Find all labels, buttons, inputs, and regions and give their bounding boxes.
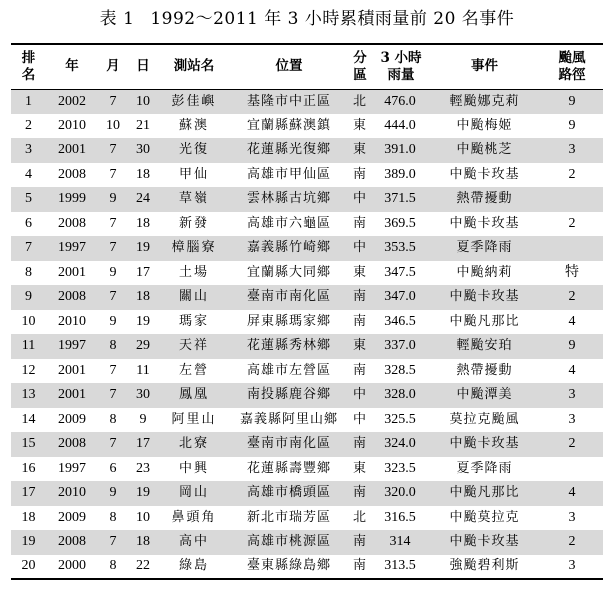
cell-event: 熱帶擾動 [456, 362, 513, 378]
cell-typhoon-track [541, 187, 603, 212]
cell-rainfall: 391.0 [372, 138, 428, 163]
cell-event: 輕颱娜克莉 [428, 89, 541, 114]
cell-station: 關山 [158, 285, 230, 310]
cell-station: 中興 [178, 460, 209, 476]
cell-rank: 13 [11, 383, 46, 408]
cell-day: 17 [136, 264, 150, 280]
table-caption [0, 6, 614, 32]
cell-rank: 17 [11, 481, 46, 506]
cell-month: 9 [109, 264, 117, 280]
cell-rank: 16 [21, 460, 36, 476]
cell-rank: 15 [11, 432, 46, 457]
cell-event: 中颱潭美 [428, 383, 541, 408]
cell-location: 新北市瑞芳區 [246, 509, 331, 525]
cell-day: 9 [139, 411, 147, 427]
cell-location: 花蓮縣秀林鄉 [230, 334, 348, 359]
cell-day: 19 [136, 313, 150, 329]
cell-event: 中颱凡那比 [449, 313, 520, 329]
table-row [11, 114, 603, 139]
cell-rank: 7 [11, 236, 46, 261]
cell-event: 中颱莫拉克 [449, 509, 520, 525]
cell-rank: 6 [25, 215, 32, 231]
cell-rank: 2 [25, 117, 32, 133]
cell-year: 2001 [58, 264, 86, 280]
cell-event: 中颱卡玫基 [428, 432, 541, 457]
cell-rank: 8 [25, 264, 32, 280]
cell-year: 2002 [46, 89, 98, 114]
table-row [11, 506, 603, 531]
cell-region: 東 [348, 334, 372, 359]
cell-region: 南 [348, 432, 372, 457]
table-row [11, 432, 603, 457]
cell-region: 中 [348, 187, 372, 212]
cell-location: 臺南市南化區 [230, 285, 348, 310]
cell-station: 光復 [158, 138, 230, 163]
cell-rainfall: 353.5 [372, 236, 428, 261]
table-row [11, 408, 603, 433]
table-row [11, 138, 603, 163]
cell-station: 左營 [178, 362, 209, 378]
cell-location: 嘉義縣阿里山鄉 [239, 411, 338, 427]
cell-rainfall: 347.0 [372, 285, 428, 310]
cell-month: 8 [98, 555, 128, 580]
cell-year: 2000 [46, 555, 98, 580]
cell-month: 7 [98, 432, 128, 457]
cell-month: 6 [109, 460, 117, 476]
cell-month: 8 [98, 334, 128, 359]
cell-typhoon-track: 2 [568, 166, 576, 182]
cell-rainfall: 323.5 [384, 460, 416, 476]
cell-location: 臺東縣綠島鄉 [230, 555, 348, 580]
cell-typhoon-track: 2 [568, 215, 576, 231]
cell-rainfall: 337.0 [372, 334, 428, 359]
cell-typhoon-track: 2 [541, 432, 603, 457]
cell-rank: 18 [21, 509, 36, 525]
col-header-day: 日 [128, 44, 158, 89]
cell-month: 10 [106, 117, 120, 133]
cell-location: 雲林縣古坑鄉 [230, 187, 348, 212]
cell-region: 東 [352, 264, 367, 280]
cell-station: 甲仙 [178, 166, 209, 182]
cell-location: 宜蘭縣蘇澳鎮 [246, 117, 331, 133]
cell-region: 中 [348, 383, 372, 408]
cell-event: 中颱納莉 [456, 264, 513, 280]
cell-typhoon-track: 3 [541, 138, 603, 163]
cell-station: 蘇澳 [178, 117, 209, 133]
cell-typhoon-track: 3 [568, 411, 576, 427]
cell-region: 南 [348, 285, 372, 310]
cell-day: 30 [128, 383, 158, 408]
cell-location: 南投縣鹿谷鄉 [230, 383, 348, 408]
col-header-station: 測站名 [158, 44, 230, 89]
cell-region: 南 [348, 481, 372, 506]
cell-day: 11 [136, 362, 150, 378]
cell-rainfall: 314 [372, 530, 428, 555]
cell-region: 南 [352, 215, 367, 231]
cell-region: 北 [352, 509, 367, 525]
cell-rainfall: 328.5 [384, 362, 416, 378]
cell-year: 2010 [58, 313, 86, 329]
cell-region: 南 [352, 313, 367, 329]
cell-rainfall: 444.0 [384, 117, 416, 133]
table-row [11, 285, 603, 310]
rainfall-ranking-table [11, 43, 603, 580]
cell-typhoon-track: 9 [541, 89, 603, 114]
table-row [11, 89, 603, 114]
cell-location: 臺南市南化區 [230, 432, 348, 457]
cell-year: 1997 [58, 460, 86, 476]
cell-day: 10 [136, 509, 150, 525]
table-body [11, 89, 603, 579]
cell-year: 2008 [58, 166, 86, 182]
table-row [11, 481, 603, 506]
cell-rank: 19 [11, 530, 46, 555]
cell-month: 7 [109, 215, 117, 231]
cell-month: 9 [109, 313, 117, 329]
table-row [11, 359, 603, 384]
cell-typhoon-track: 2 [541, 285, 603, 310]
cell-region: 中 [352, 411, 367, 427]
cell-event: 中颱卡玫基 [449, 215, 520, 231]
cell-month: 9 [98, 187, 128, 212]
cell-rainfall: 389.0 [384, 166, 416, 182]
cell-station: 瑪家 [178, 313, 209, 329]
cell-region: 南 [348, 530, 372, 555]
table-row [11, 163, 603, 188]
cell-station: 北寮 [158, 432, 230, 457]
col-header-event: 事件 [428, 44, 541, 89]
cell-region: 北 [348, 89, 372, 114]
cell-station: 彭佳嶼 [158, 89, 230, 114]
cell-month: 7 [98, 285, 128, 310]
cell-rank: 20 [11, 555, 46, 580]
cell-rainfall: 328.0 [372, 383, 428, 408]
col-header-region: 分區 [348, 44, 372, 89]
cell-location: 嘉義縣竹崎鄉 [230, 236, 348, 261]
cell-rainfall: 369.5 [384, 215, 416, 231]
cell-month: 8 [109, 411, 117, 427]
cell-typhoon-track: 9 [541, 334, 603, 359]
cell-typhoon-track: 4 [541, 481, 603, 506]
cell-rank: 5 [11, 187, 46, 212]
cell-rank: 14 [21, 411, 36, 427]
cell-region: 南 [352, 362, 367, 378]
cell-rank: 4 [25, 166, 32, 182]
cell-station: 高中 [158, 530, 230, 555]
cell-station: 鼻頭角 [171, 509, 217, 525]
cell-event: 中颱凡那比 [428, 481, 541, 506]
cell-day: 18 [136, 166, 150, 182]
cell-event: 輕颱安珀 [428, 334, 541, 359]
cell-rainfall: 346.5 [384, 313, 416, 329]
cell-region: 東 [352, 460, 367, 476]
cell-rank: 11 [11, 334, 46, 359]
col-header-typhoon-track: 颱風路徑 [541, 44, 603, 89]
cell-month: 7 [109, 362, 117, 378]
cell-day: 30 [128, 138, 158, 163]
cell-location: 高雄市橋頭區 [230, 481, 348, 506]
table-row [11, 530, 603, 555]
cell-month: 9 [98, 481, 128, 506]
cell-rank: 12 [21, 362, 36, 378]
cell-month: 7 [98, 138, 128, 163]
cell-month: 7 [98, 383, 128, 408]
cell-rainfall: 313.5 [372, 555, 428, 580]
cell-station: 天祥 [158, 334, 230, 359]
cell-year: 2009 [58, 509, 86, 525]
cell-event: 熱帶擾動 [428, 187, 541, 212]
cell-year: 2010 [46, 481, 98, 506]
cell-typhoon-track: 9 [568, 117, 576, 133]
cell-typhoon-track: 4 [568, 313, 576, 329]
cell-year: 2008 [46, 432, 98, 457]
cell-year: 2008 [58, 215, 86, 231]
cell-year: 2008 [46, 530, 98, 555]
cell-day: 19 [128, 236, 158, 261]
cell-typhoon-track: 4 [568, 362, 576, 378]
cell-event: 中颱卡玫基 [449, 166, 520, 182]
cell-typhoon-track: 3 [568, 509, 576, 525]
cell-rank: 9 [11, 285, 46, 310]
cell-typhoon-track: 3 [541, 383, 603, 408]
cell-region: 南 [348, 555, 372, 580]
col-header-location: 位置 [230, 44, 348, 89]
cell-location: 花蓮縣光復鄉 [230, 138, 348, 163]
cell-event: 中颱卡玫基 [428, 530, 541, 555]
cell-rainfall: 324.0 [372, 432, 428, 457]
cell-region: 南 [352, 166, 367, 182]
cell-year: 2001 [58, 362, 86, 378]
cell-station: 樟腦寮 [158, 236, 230, 261]
cell-month: 7 [98, 236, 128, 261]
cell-year: 1997 [46, 334, 98, 359]
cell-location: 屏東縣瑪家鄉 [246, 313, 331, 329]
cell-location: 高雄市甲仙區 [246, 166, 331, 182]
table-row [11, 236, 603, 261]
cell-day: 18 [128, 530, 158, 555]
cell-day: 18 [128, 285, 158, 310]
cell-rainfall: 320.0 [372, 481, 428, 506]
cell-station: 阿里山 [171, 411, 217, 427]
table-row [11, 261, 603, 286]
table-row [11, 212, 603, 237]
cell-event: 強颱碧利斯 [428, 555, 541, 580]
cell-typhoon-track: 特 [565, 264, 579, 280]
cell-location: 花蓮縣壽豐鄉 [246, 460, 331, 476]
cell-year: 2009 [58, 411, 86, 427]
cell-month: 8 [109, 509, 117, 525]
cell-location: 宜蘭縣大同鄉 [246, 264, 331, 280]
col-header-rank: 排名 [11, 44, 46, 89]
caption-title: 1992～2011 年 3 小時累積雨量前 20 名事件 [150, 9, 515, 29]
cell-month: 7 [109, 166, 117, 182]
cell-station: 草嶺 [158, 187, 230, 212]
col-header-year: 年 [46, 44, 98, 89]
cell-event: 夏季降雨 [428, 236, 541, 261]
cell-region: 東 [352, 117, 367, 133]
cell-day: 22 [128, 555, 158, 580]
caption-label: 表 1 [99, 9, 135, 29]
col-header-rainfall: 3 小時雨量 [372, 44, 428, 89]
cell-typhoon-track [541, 457, 603, 482]
cell-station: 土場 [178, 264, 209, 280]
cell-event: 中颱桃芝 [428, 138, 541, 163]
cell-rank: 1 [11, 89, 46, 114]
cell-event: 夏季降雨 [456, 460, 513, 476]
header-row [11, 44, 603, 89]
cell-month: 7 [98, 530, 128, 555]
cell-station: 鳳凰 [158, 383, 230, 408]
cell-day: 10 [128, 89, 158, 114]
table-row [11, 187, 603, 212]
cell-station: 綠島 [158, 555, 230, 580]
cell-rank: 10 [21, 313, 36, 329]
cell-rainfall: 476.0 [372, 89, 428, 114]
cell-year: 2008 [46, 285, 98, 310]
cell-year: 2001 [46, 383, 98, 408]
cell-rainfall: 371.5 [372, 187, 428, 212]
cell-rainfall: 316.5 [384, 509, 416, 525]
cell-location: 高雄市左營區 [246, 362, 331, 378]
cell-event: 莫拉克颱風 [449, 411, 520, 427]
table-row [11, 457, 603, 482]
cell-day: 21 [136, 117, 150, 133]
cell-location: 高雄市六龜區 [246, 215, 331, 231]
col-header-month: 月 [98, 44, 128, 89]
cell-event: 中颱卡玫基 [428, 285, 541, 310]
table-row [11, 383, 603, 408]
cell-month: 7 [98, 89, 128, 114]
cell-day: 18 [136, 215, 150, 231]
cell-day: 23 [136, 460, 150, 476]
cell-rainfall: 347.5 [384, 264, 416, 280]
cell-typhoon-track: 2 [541, 530, 603, 555]
cell-location: 高雄市桃源區 [230, 530, 348, 555]
cell-event: 中颱梅姬 [456, 117, 513, 133]
cell-day: 19 [128, 481, 158, 506]
table-row [11, 310, 603, 335]
cell-location: 基隆市中正區 [230, 89, 348, 114]
table-row [11, 555, 603, 580]
cell-year: 2001 [46, 138, 98, 163]
cell-typhoon-track [541, 236, 603, 261]
cell-rainfall: 325.5 [384, 411, 416, 427]
cell-day: 29 [128, 334, 158, 359]
cell-day: 17 [128, 432, 158, 457]
cell-region: 東 [348, 138, 372, 163]
table-row [11, 334, 603, 359]
cell-day: 24 [128, 187, 158, 212]
cell-rank: 3 [11, 138, 46, 163]
cell-year: 1997 [46, 236, 98, 261]
cell-year: 1999 [46, 187, 98, 212]
cell-region: 中 [348, 236, 372, 261]
cell-year: 2010 [58, 117, 86, 133]
cell-station: 新發 [178, 215, 209, 231]
cell-station: 岡山 [158, 481, 230, 506]
cell-typhoon-track: 3 [541, 555, 603, 580]
